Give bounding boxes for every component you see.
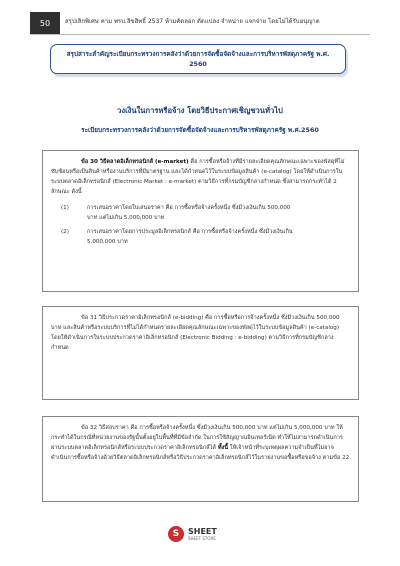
brand-logo — [168, 526, 217, 542]
list-item-text: การเสนอราคาโดยการประมูลอิเล็กทรอนิกส์ คือ การซื้อหรือจ้างครั้งหนึ่ง ซึ่งมีวงเงินเกิน 5,000,000 บาท — [87, 229, 293, 245]
page-number: 50 — [30, 12, 60, 34]
section-subtitle: ระเบียบกระทรวงการคลังว่าด้วยการจัดซื้อจัดจ้างและการบริหารพัสดุภาครัฐ พ.ศ.2560 — [81, 126, 319, 134]
list-item-text: การเสนอราคาโดยใบเสนอราคา คือ การซื้อหรือจ้างครั้งหนึ่ง ซึ่งมีวงเงินเกิน 500,000 บาท แต่ไม่เกิน 5,000,000 บาท — [87, 205, 291, 221]
list-item — [51, 203, 350, 223]
clause-31-paragraph: ข้อ 31 วิธีประกวดราคาอิเล็กทรอนิกส์ (e-bidding) คือ การซื้อหรือการจ้างครั้งหนึ่ง ซึ่งมีวงเงินเกิน 500,000 บาท และสินค้าหรือระบบบริการที่ไม่ได้กำหนดรายละเอียดคุณลักษณะเฉพาะของพัสดุไว้ในระบบข้อมูลสินค้า (e-catalog) โดยให้ดำเนินการในระบบประกวดราคาอิเล็กทรอนิกส์ (Electronic Bidding : e-bidding) ตามวิธีการที่กรมบัญชีกลางกำหนด — [51, 315, 340, 351]
brand-subtitle: SHEET STORE — [188, 535, 216, 541]
list-item-number: (2) — [61, 229, 69, 235]
section-title: วงเงินในการหรือจ้าง โดยวิธีประกาศเชิญชวนทั่วไป — [117, 106, 283, 115]
document-title: สรุปสาระสำคัญระเบียบกระทรวงการคลังว่าด้วยการจัดซื้อจัดจ้างและการบริหารพัสดุภาครัฐ พ.ศ. 2560 — [66, 50, 330, 68]
running-header: สรุปเลิกพิเศษ คาม พรบ.ลิขสิทธิ์ 2537 ห้ามคัดลอก ดัดแปลง จำหน่าย แจกจ่าย โดยไม่ได้รับอนุญาต — [65, 18, 320, 25]
logo-icon: S — [168, 526, 184, 542]
clause-30-paragraph — [51, 157, 350, 197]
list-item-number: (1) — [61, 205, 69, 211]
clause-32-body-start: ข้อ 32 วิธีสอบราคา คือ การซื้อหรือจ้างครั้งหนึ่ง ซึ่งมีวงเงินเกิน 500,000 บาท แต่ไม่เกิน 5,000,000 บาท ให้กระทำได้ในกรณีที่หน่วยงานของรัฐนั้นตั้งอยู่ในพื้นที่ที่มีข้อจำกัด ในการใช้สัญญาณอินเทอร์เน็ต ทำให้ไม่สามารถดำเนินการผ่านระบบตลาดอิเล็กทรอนิกส์หรือระบบประกวดราคาอิเล็กทรอนิกส์ได้ — [51, 425, 343, 451]
clause-30-box — [42, 150, 359, 292]
clause-30-body: คือ การซื้อหรือจ้างที่มีรายละเอียดคุณลักษณะเฉพาะของพัสดุที่ไม่ซับซ้อนหรือเป็นสินค้าหรืองานบริการที่มีมาตรฐาน และได้กำหนดไว้ในระบบข้อมูลสินค้า (e-catalog) โดยให้ดำเนินการในระบบตลาดอิเล็กทรอนิกส์ (Electronic Market : e-market) ตามวิธีการที่กรมบัญชีกลางกำหนด ซึ่งสามารถกระทำได้ 2 ลักษณะ ดังนี้ — [51, 159, 345, 195]
clause-31-box — [42, 306, 359, 400]
brand-name: SHEET — [188, 526, 217, 536]
header-divider — [30, 34, 370, 35]
clause-32-paragraph — [51, 423, 350, 463]
clause-32-body-end: ให้เจ้าหน้าที่ระบุเหตุผลความจำเป็นที่ไม่อาจดำเนินการซื้อหรือจ้างด้วยวิธีตลาดอิเล็กทรอนิกส์หรือวิธีประกวดราคาอิเล็กทรอนิกส์ไว้ในรายงานขอซื้อหรือขอจ้าง ตามข้อ 22 — [51, 445, 350, 461]
logo-wordmark — [188, 528, 217, 541]
document-title-box — [50, 44, 346, 74]
clause-30-list — [51, 203, 350, 247]
clause-30-heading: ข้อ 30 วิธีตลาดอิเล็กทรอนิกส์ (e-market) — [81, 159, 189, 165]
clause-32-emphasis: ทั้งนี้ — [217, 445, 229, 451]
list-item — [51, 227, 350, 247]
clause-32-box — [42, 416, 359, 502]
